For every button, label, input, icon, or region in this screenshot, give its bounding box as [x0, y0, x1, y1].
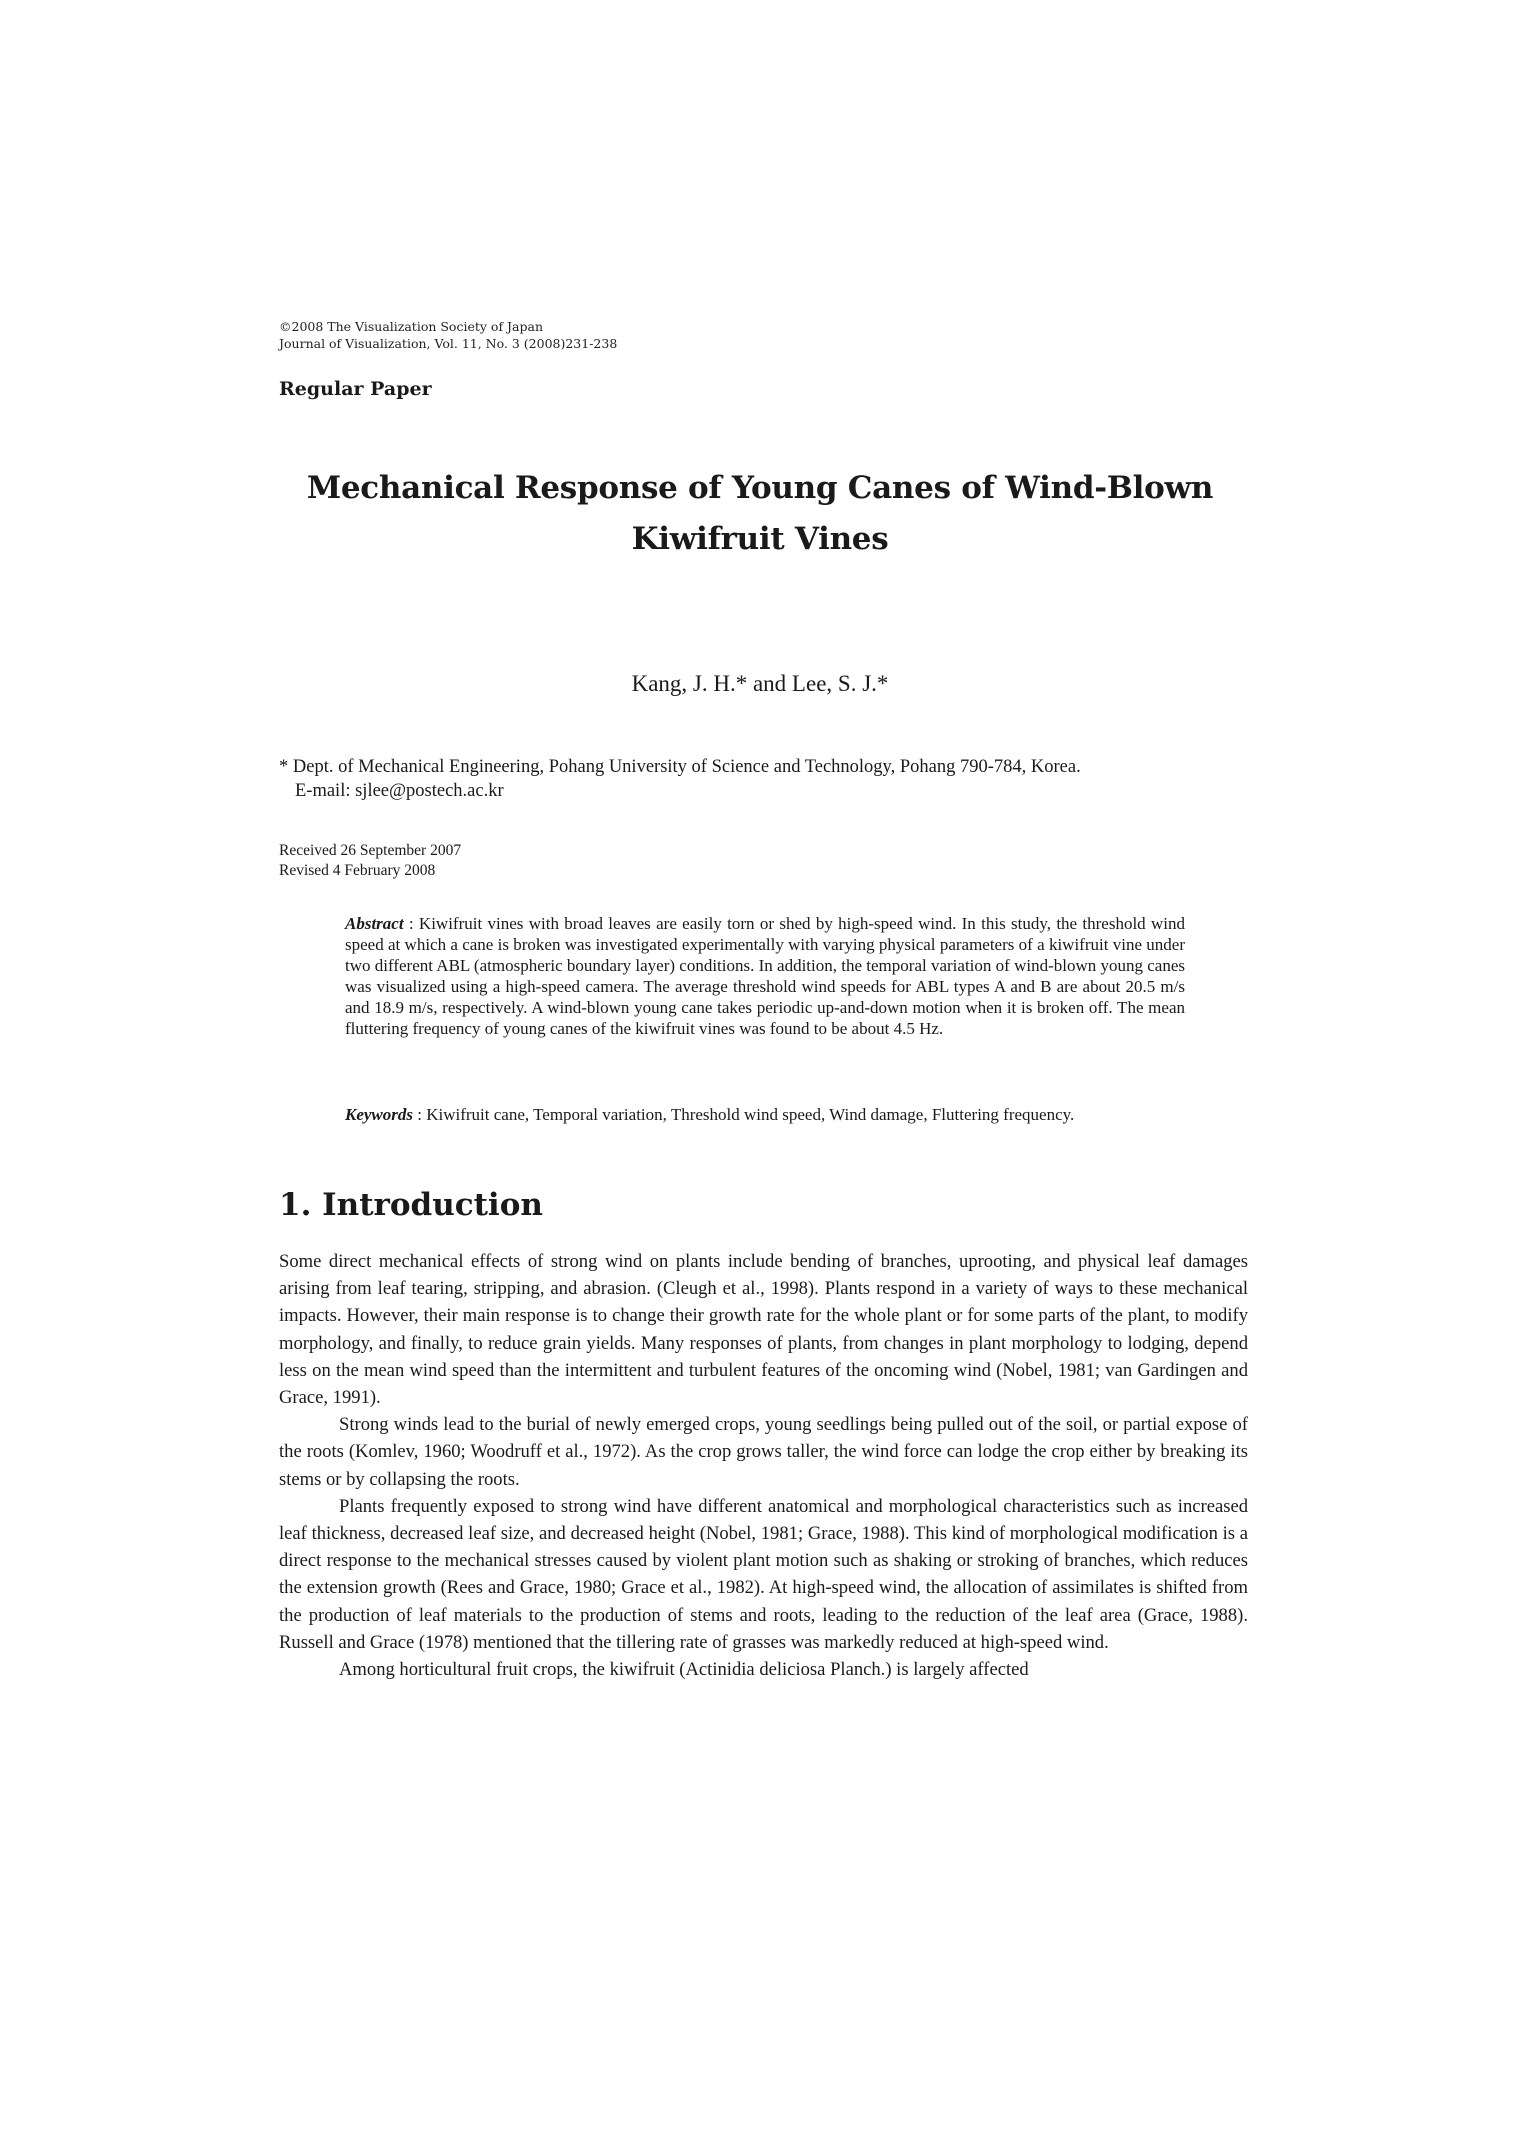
abstract: [345, 913, 1185, 1039]
section-heading: 1. Introduction: [279, 1187, 543, 1223]
affiliation-dept: * Dept. of Mechanical Engineering, Pohang University of Science and Technology, Pohang 790-784, Korea.: [279, 757, 1081, 777]
keywords-label: Keywords: [345, 1105, 413, 1124]
body-paragraph: Strong winds lead to the burial of newly emerged crops, young seedlings being pulled out of the soil, or partial expose of the roots (Komlev, 1960; Woodruff et al., 1972). As the crop grows taller, the wind force can lodge the crop either by breaking its stems or by collapsing the roots.: [279, 1414, 1248, 1490]
paper-title: [279, 463, 1241, 565]
author-list: Kang, J. H.* and Lee, S. J.*: [631, 671, 889, 696]
journal-citation: Journal of Visualization, Vol. 11, No. 3 (2008)231-238: [279, 336, 618, 351]
received-date: Received 26 September 2007: [279, 842, 462, 859]
abstract-label: Abstract: [345, 914, 404, 933]
affiliation: [279, 755, 1259, 803]
body-paragraph: Among horticultural fruit crops, the kiwifruit (Actinidia deliciosa Planch.) is largely affected: [339, 1659, 1029, 1681]
affiliation-email: E-mail: sjlee@postech.ac.kr: [295, 781, 504, 801]
title-line-1: Mechanical Response of Young Canes of Wind-Blown: [306, 470, 1214, 506]
keywords-text: : Kiwifruit cane, Temporal variation, Threshold wind speed, Wind damage, Fluttering frequency.: [417, 1105, 1075, 1124]
keywords: [345, 1104, 1185, 1125]
body-paragraph: Plants frequently exposed to strong wind have different anatomical and morphological characteristics such as increased leaf thickness, decreased leaf size, and decreased height (Nobel, 1981; Grace, 1988). This kind of morphological modification is a direct response to the mechanical stresses caused by violent plant motion such as shaking or stroking of branches, which reduces the extension growth (Rees and Grace, 1980; Grace et al., 1982). At high-speed wind, the allocation of assimilates is shifted from the production of leaf materials to the production of stems and roots, leading to the reduction of the leaf area (Grace, 1988). Russell and Grace (1978) mentioned that the tillering rate of grasses was markedly reduced at high-speed wind.: [279, 1495, 1248, 1653]
paper-type: Regular Paper: [279, 378, 432, 400]
abstract-text: : Kiwifruit vines with broad leaves are easily torn or shed by high-speed wind. In this study, the threshold wind speed at which a cane is broken was investigated experimentally with varying physical parameters of a kiwifruit vine under two different ABL (atmospheric boundary layer) conditions. In addition, the temporal variation of wind-blown young canes was visualized using a high-speed camera. The average threshold wind speeds for ABL types A and B are about 20.5 m/s and 18.9 m/s, respectively. A wind-blown young cane takes periodic up-and-down motion when it is broken off. The mean fluttering frequency of young canes of the kiwifruit vines was found to be about 4.5 Hz.: [345, 914, 1185, 1038]
copyright-line: ©2008 The Visualization Society of Japan: [279, 319, 544, 334]
title-line-2: Kiwifruit Vines: [631, 521, 889, 557]
section-body: [279, 1248, 1248, 1683]
revised-date: Revised 4 February 2008: [279, 862, 436, 879]
submission-dates: [279, 841, 461, 881]
journal-header: [279, 318, 617, 352]
body-paragraph: Some direct mechanical effects of strong wind on plants include bending of branches, uprooting, and physical leaf damages arising from leaf tearing, stripping, and abrasion. (Cleugh et al., 1998). Plants respond in a variety of ways to these mechanical impacts. However, their main response is to change their growth rate for the whole plant or for some parts of the plant, to modify morphology, and finally, to reduce grain yields. Many responses of plants, from changes in plant morphology to lodging, depend less on the mean wind speed than the intermittent and turbulent features of the oncoming wind (Nobel, 1981; van Gardingen and Grace, 1991).: [279, 1251, 1248, 1409]
